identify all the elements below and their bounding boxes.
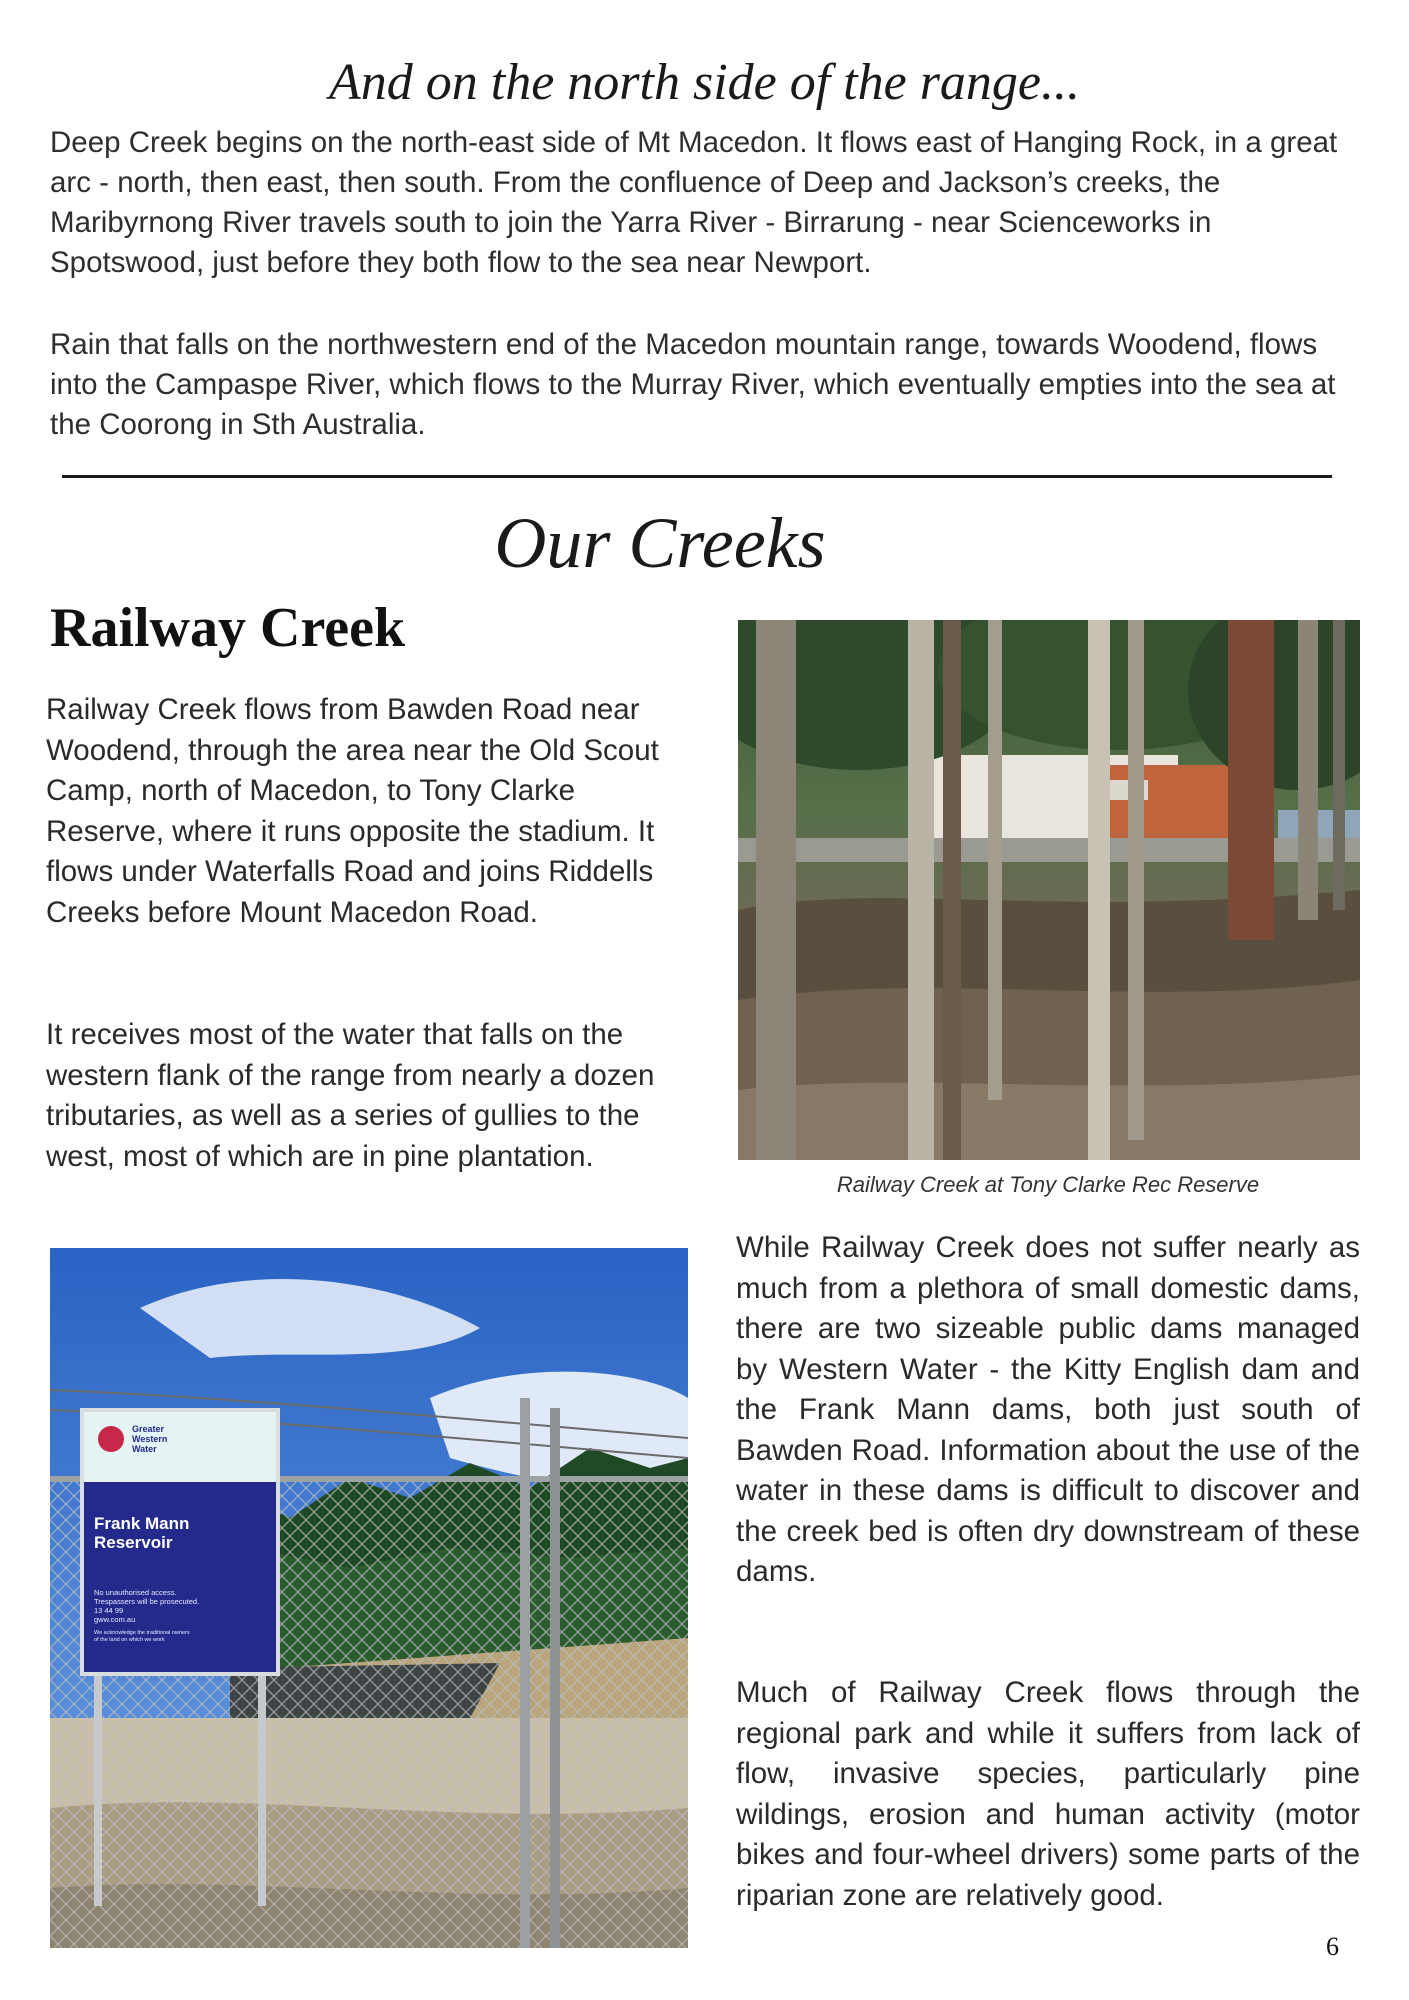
sign-org-line-3: Water <box>132 1444 157 1454</box>
sign-post-left <box>94 1676 102 1906</box>
sign-org-line-1: Greater <box>132 1424 165 1434</box>
railway-left-paragraph-2: It receives most of the water that falls on the western flank of the range from nearly a dozen tributaries, as well as a series of gullies to the west, most of which are in pine plantation. <box>46 1018 655 1173</box>
section-divider <box>62 475 1332 478</box>
water-drop-logo-icon <box>98 1426 124 1452</box>
sign-title-line-2: Reservoir <box>94 1533 173 1552</box>
sign-title-line-1: Frank Mann <box>94 1514 190 1533</box>
sign-warning-line-2: Trespassers will be prosecuted. <box>94 1597 200 1606</box>
reservoir-sign <box>80 1408 280 1676</box>
railway-photo-caption: Railway Creek at Tony Clarke Rec Reserve <box>836 1172 1260 1197</box>
page-number: 6 <box>1326 1932 1339 1961</box>
railway-creek-heading: Railway Creek <box>50 597 406 659</box>
railway-right-paragraph-2: Much of Railway Creek flows through the regional park and while it suffers from lack of flow, invasive species, particularly pine wildings, erosion and human activity (motor bikes and four-wheel drivers) some parts of the riparian zone are relatively good. <box>736 1676 1360 1912</box>
railway-right-paragraph-1: While Railway Creek does not suffer nearly as much from a plethora of small domestic dams, there are two sizeable public dams managed by Western Water - the Kitty English dam and the Frank Mann dams, both just south of Bawden Road. Information about the use of the water in these dams is difficult to discover and the creek bed is often dry downstream of these dams. <box>736 1231 1360 1588</box>
sign-phone: 13 44 99 <box>94 1606 124 1615</box>
sign-post-right <box>258 1676 266 1906</box>
sign-org-line-2: Western <box>132 1434 168 1444</box>
sign-warning-line-1: No unauthorised access. <box>94 1588 177 1597</box>
north-side-heading: And on the north side of the range... <box>328 54 1081 111</box>
sign-website: gww.com.au <box>94 1615 136 1624</box>
north-paragraph-2: Rain that falls on the northwestern end of the Macedon mountain range, towards Woodend, flows into the Campaspe River, which flows to the Murray River, which eventually empties into the sea at the Coorong in Sth Australia. <box>50 328 1336 441</box>
sign-ack-line-2: of the land on which we work <box>94 1637 165 1643</box>
our-creeks-heading: Our Creeks <box>494 503 826 583</box>
railway-left-paragraph-1: Railway Creek flows from Bawden Road near Woodend, through the area near the Old Scout Camp, north of Macedon, to Tony Clarke Reserve, where it runs opposite the stadium. It flows under Waterfalls Road and joins Riddells Creeks before Mount Macedon Road. <box>46 693 659 929</box>
frank-mann-reservoir-photo <box>50 1248 688 1948</box>
railway-creek-photo <box>738 620 1360 1160</box>
sign-ack-line-1: We acknowledge the traditional owners <box>94 1630 190 1636</box>
north-paragraph-1: Deep Creek begins on the north-east side of Mt Macedon. It flows east of Hanging Rock, in a great arc - north, then east, then south. From the confluence of Deep and Jackson’s creeks, the Maribyrnong River travels south to join the Yarra River - Birrarung - near Scienceworks in Spotswood, just before they both flow to the sea near Newport. <box>50 126 1338 279</box>
